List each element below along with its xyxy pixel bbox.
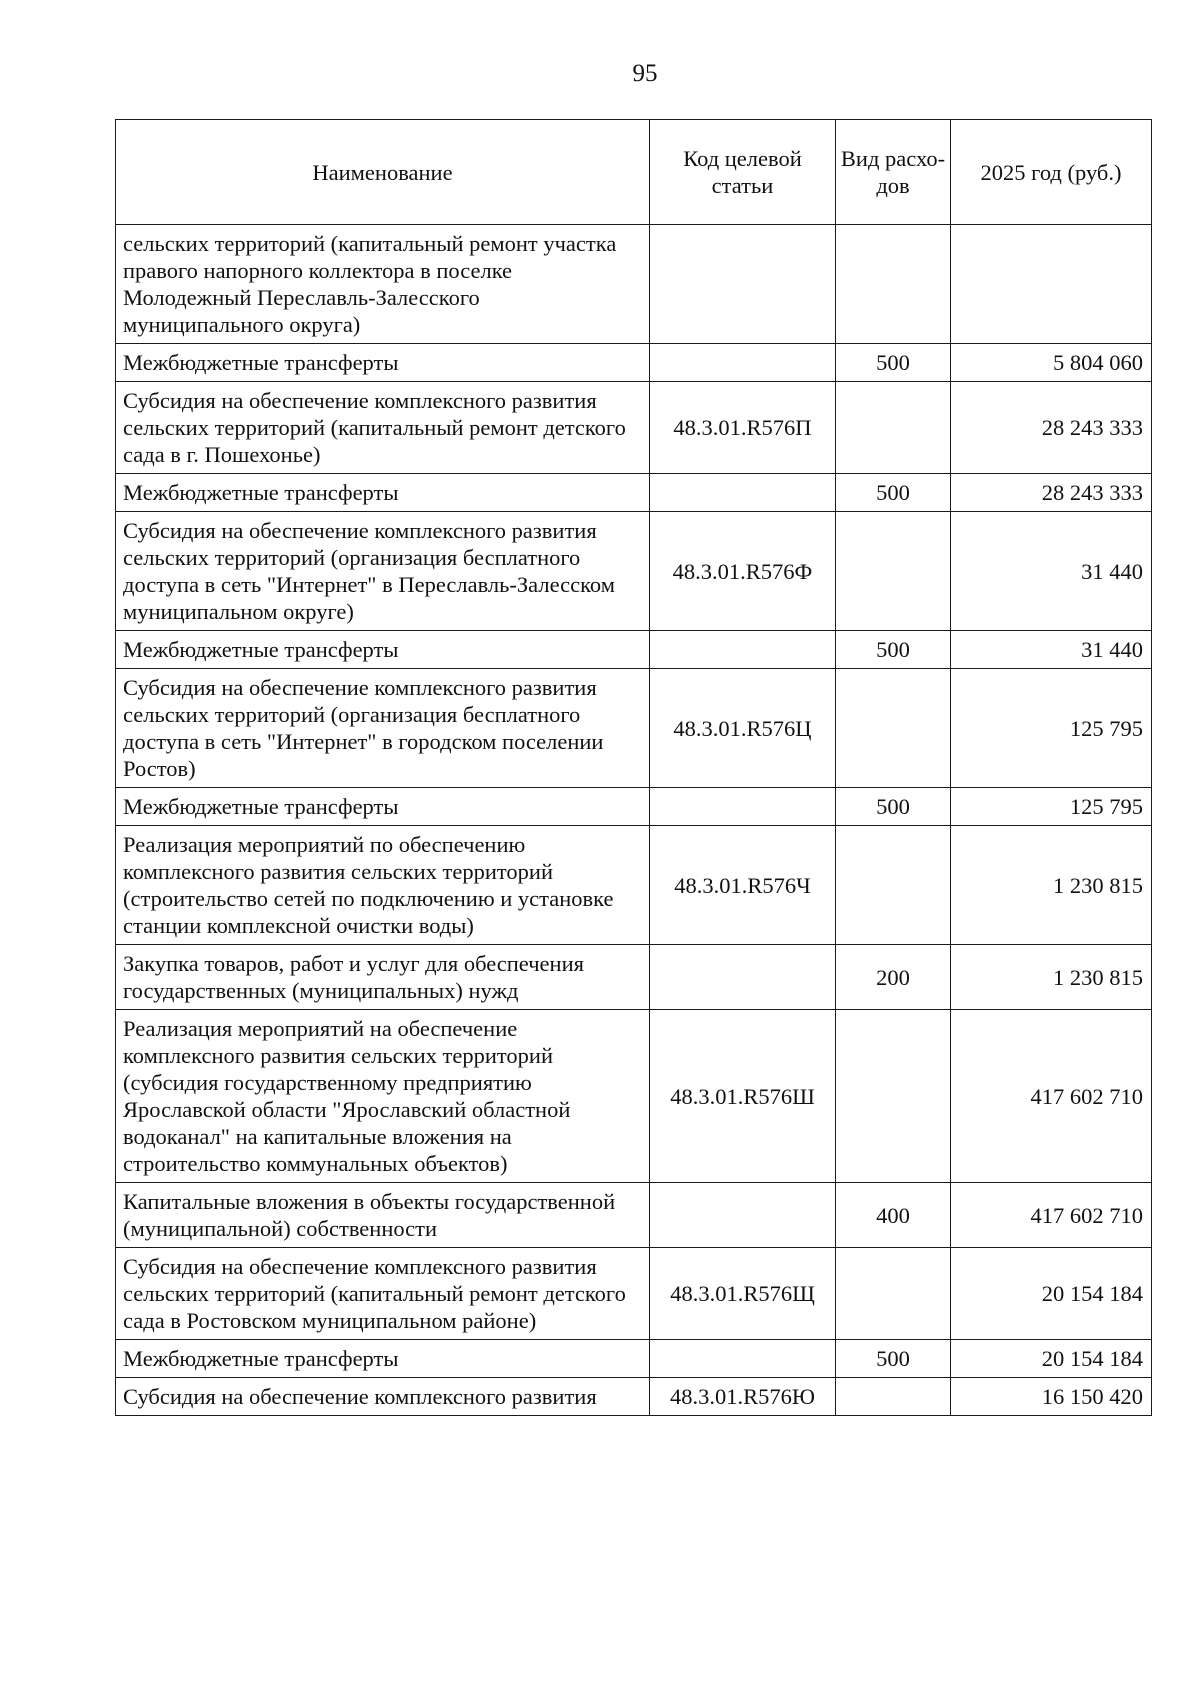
cell-kind: 500 [836, 1340, 951, 1378]
table-row [116, 1010, 1152, 1183]
cell-kind [836, 1378, 951, 1416]
cell-code: 48.3.01.R576Ч [650, 826, 836, 945]
cell-name: Межбюджетные трансферты [116, 474, 650, 512]
table-row [116, 1378, 1152, 1416]
cell-kind [836, 826, 951, 945]
cell-amount: 20 154 184 [951, 1248, 1152, 1340]
cell-name: Реализация мероприятий на обеспечение комплексного развития сельских территорий (субсидия государственному предприятию Ярославской области "Ярославский областной водоканал" на капитальные вложения на строительство коммунальных объектов) [116, 1010, 650, 1183]
cell-code [650, 474, 836, 512]
cell-kind: 500 [836, 474, 951, 512]
table-body [116, 225, 1152, 1416]
cell-name: Закупка товаров, работ и услуг для обеспечения государственных (муниципальных) нужд [116, 945, 650, 1010]
table-row [116, 382, 1152, 474]
cell-name: Межбюджетные трансферты [116, 344, 650, 382]
cell-kind: 500 [836, 631, 951, 669]
cell-name: Капитальные вложения в объекты государственной (муниципальной) собственности [116, 1183, 650, 1248]
cell-name: Субсидия на обеспечение комплексного развития сельских территорий (организация бесплатного доступа в сеть "Интернет" в Переславль-Залесском муниципальном округе) [116, 512, 650, 631]
cell-amount [951, 225, 1152, 344]
cell-code [650, 945, 836, 1010]
table-row [116, 225, 1152, 344]
cell-amount: 16 150 420 [951, 1378, 1152, 1416]
cell-amount: 1 230 815 [951, 945, 1152, 1010]
cell-amount: 125 795 [951, 669, 1152, 788]
cell-kind [836, 512, 951, 631]
table-row [116, 1340, 1152, 1378]
table-row [116, 669, 1152, 788]
cell-code: 48.3.01.R576Ф [650, 512, 836, 631]
table-row [116, 945, 1152, 1010]
table-row [116, 1248, 1152, 1340]
budget-table [115, 119, 1152, 1416]
cell-amount: 31 440 [951, 512, 1152, 631]
table-row [116, 788, 1152, 826]
cell-kind [836, 669, 951, 788]
cell-code [650, 1183, 836, 1248]
cell-kind [836, 1010, 951, 1183]
cell-code: 48.3.01.R576Щ [650, 1248, 836, 1340]
cell-code: 48.3.01.R576Ш [650, 1010, 836, 1183]
cell-kind [836, 382, 951, 474]
cell-name: сельских территорий (капитальный ремонт участка правого напорного коллектора в поселке Молодежный Переславль-Залесского муниципального округа) [116, 225, 650, 344]
cell-amount: 28 243 333 [951, 474, 1152, 512]
cell-amount: 28 243 333 [951, 382, 1152, 474]
cell-name: Межбюджетные трансферты [116, 1340, 650, 1378]
header-code: Код целевой статьи [650, 120, 836, 225]
cell-amount: 1 230 815 [951, 826, 1152, 945]
cell-code [650, 344, 836, 382]
cell-kind: 200 [836, 945, 951, 1010]
header-name: Наименование [116, 120, 650, 225]
header-kind: Вид расхо-дов [836, 120, 951, 225]
table-row [116, 512, 1152, 631]
cell-code: 48.3.01.R576Ю [650, 1378, 836, 1416]
table-row [116, 631, 1152, 669]
cell-name: Межбюджетные трансферты [116, 788, 650, 826]
cell-kind [836, 1248, 951, 1340]
cell-name: Реализация мероприятий по обеспечению комплексного развития сельских территорий (строительство сетей по подключению и установке станции комплексной очистки воды) [116, 826, 650, 945]
page-number: 95 [632, 60, 658, 87]
cell-kind: 400 [836, 1183, 951, 1248]
cell-kind [836, 225, 951, 344]
cell-amount: 20 154 184 [951, 1340, 1152, 1378]
table-row [116, 1183, 1152, 1248]
cell-code: 48.3.01.R576П [650, 382, 836, 474]
table-row [116, 344, 1152, 382]
table-row [116, 826, 1152, 945]
cell-amount: 417 602 710 [951, 1183, 1152, 1248]
header-amount: 2025 год (руб.) [951, 120, 1152, 225]
cell-name: Субсидия на обеспечение комплексного развития [116, 1378, 650, 1416]
cell-kind: 500 [836, 344, 951, 382]
cell-code [650, 788, 836, 826]
cell-code [650, 1340, 836, 1378]
cell-code: 48.3.01.R576Ц [650, 669, 836, 788]
cell-amount: 125 795 [951, 788, 1152, 826]
table-header-row [116, 120, 1152, 225]
cell-code [650, 225, 836, 344]
cell-amount: 5 804 060 [951, 344, 1152, 382]
cell-code [650, 631, 836, 669]
table-row [116, 474, 1152, 512]
cell-amount: 417 602 710 [951, 1010, 1152, 1183]
cell-name: Субсидия на обеспечение комплексного развития сельских территорий (организация бесплатного доступа в сеть "Интернет" в городском поселении Ростов) [116, 669, 650, 788]
cell-kind: 500 [836, 788, 951, 826]
cell-name: Субсидия на обеспечение комплексного развития сельских территорий (капитальный ремонт детского сада в Ростовском муниципальном районе) [116, 1248, 650, 1340]
cell-amount: 31 440 [951, 631, 1152, 669]
cell-name: Межбюджетные трансферты [116, 631, 650, 669]
cell-name: Субсидия на обеспечение комплексного развития сельских территорий (капитальный ремонт детского сада в г. Пошехонье) [116, 382, 650, 474]
